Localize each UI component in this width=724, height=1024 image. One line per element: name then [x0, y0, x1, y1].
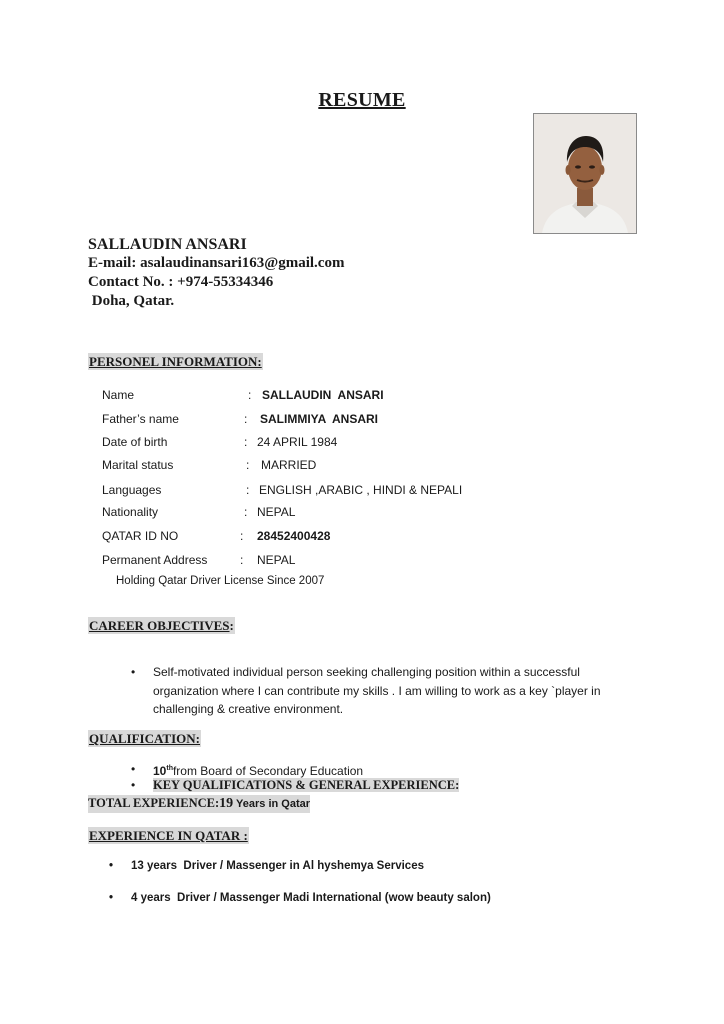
career-objective-text: Self-motivated individual person seeking challenging position within a successful organization where I can contribute my skills . I am willing to work as a key `player in challenging & creative environment.	[153, 665, 601, 716]
personal-info-label: Name	[102, 388, 135, 402]
contact-line: Contact No. : +974-55334346	[88, 274, 274, 290]
personal-info-label: Permanent Address	[102, 553, 208, 567]
personal-info-label: Nationality	[102, 505, 159, 519]
personal-info-value: NEPAL	[257, 505, 296, 519]
bullet-icon: •	[131, 778, 136, 792]
personal-info-separator: :	[240, 529, 244, 543]
personal-info-label: QATAR ID NO	[102, 529, 179, 543]
profile-photo-image	[534, 114, 636, 233]
personal-info-value: 28452400428	[257, 529, 331, 543]
personal-info-value: SALIMMIYA ANSARI	[260, 412, 379, 426]
qualification-item	[131, 777, 460, 793]
experience-text: 13 years Driver / Massenger in Al hyshemya Services	[131, 860, 424, 872]
career-objective-item	[131, 663, 633, 719]
total-experience-years: 19	[219, 796, 234, 811]
personal-info-separator: :	[244, 412, 248, 426]
candidate-name: SALLAUDIN ANSARI	[88, 236, 247, 253]
personal-info-value: 24 APRIL 1984	[257, 435, 338, 449]
personal-info-value: NEPAL	[257, 553, 296, 567]
email-line: E-mail: asalaudinansari163@gmail.com	[88, 255, 345, 271]
career-objectives-colon: :	[229, 618, 234, 633]
location-line: Doha, Qatar.	[88, 293, 175, 309]
bullet-icon: •	[131, 665, 136, 679]
career-objectives-title: CAREER OBJECTIVES	[89, 618, 230, 633]
key-qualifications-heading: KEY QUALIFICATIONS & GENERAL EXPERIENCE:	[153, 778, 460, 792]
experience-list	[109, 858, 491, 922]
personal-info-separator: :	[248, 388, 252, 402]
personal-info-separator: :	[246, 483, 250, 497]
experience-item	[109, 858, 491, 890]
personal-info-label: Father’s name	[102, 412, 179, 426]
qualification-grade-suffix: th	[166, 765, 173, 772]
total-experience-suffix: Years in Qatar	[233, 798, 311, 810]
personal-info-value: MARRIED	[261, 458, 317, 472]
personal-info-separator: :	[244, 435, 248, 449]
personal-info-separator: :	[246, 458, 250, 472]
personal-info-value: ENGLISH ,ARABIC , HINDI & NEPALI	[259, 483, 463, 497]
qualification-item	[131, 761, 459, 778]
personal-info-label: Marital status	[102, 458, 174, 472]
personal-info-separator: :	[240, 553, 244, 567]
career-objectives-heading	[88, 617, 235, 634]
personal-info-value: SALLAUDIN ANSARI	[262, 388, 384, 402]
profile-photo	[533, 113, 637, 234]
total-experience	[88, 795, 310, 813]
resume-title: RESUME	[318, 89, 406, 111]
personal-info-label: Date of birth	[102, 435, 168, 449]
personal-info-separator: :	[244, 505, 248, 519]
bullet-icon: •	[109, 892, 114, 904]
bullet-icon: •	[109, 860, 114, 872]
bullet-icon: •	[131, 762, 136, 776]
qualification-text: from Board of Secondary Education	[172, 764, 364, 778]
qualification-grade: 10	[153, 764, 167, 778]
experience-heading: EXPERIENCE IN QATAR :	[89, 828, 248, 843]
personal-info-heading: PERSONEL INFORMATION:	[89, 354, 262, 369]
license-note: Holding Qatar Driver License Since 2007	[116, 575, 325, 587]
personal-info-label: Languages	[102, 483, 162, 497]
qualification-heading: QUALIFICATION:	[89, 731, 200, 746]
total-experience-label: TOTAL EXPERIENCE:	[88, 796, 220, 810]
experience-text: 4 years Driver / Massenger Madi International (wow beauty salon)	[131, 892, 491, 904]
experience-item	[109, 890, 491, 922]
contact-header	[88, 235, 344, 311]
qualification-list	[131, 761, 460, 793]
